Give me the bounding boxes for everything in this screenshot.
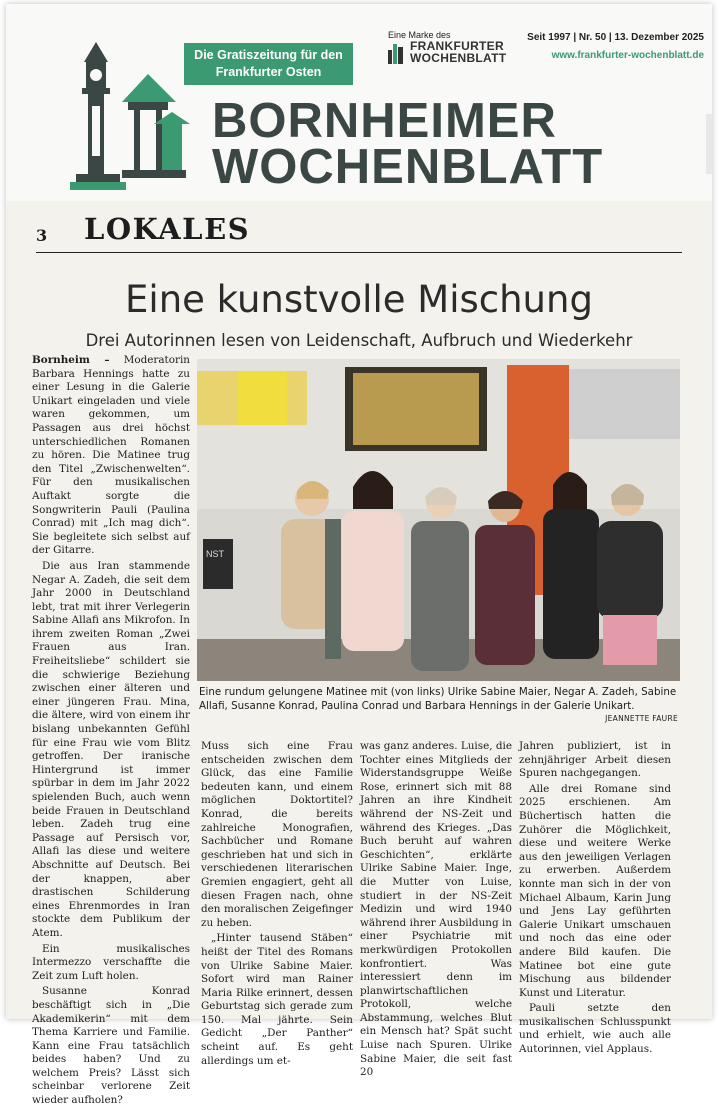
article-photo <box>197 359 680 681</box>
dateline: Bornheim – <box>32 354 110 366</box>
paragraph: Pauli setzte den musikalischen Schlusspunkt und erhielt, wie auch alle Autorinnen, viel Applaus. <box>519 1002 671 1056</box>
newspaper-page <box>6 4 712 1107</box>
paragraph: Die aus Iran stammende Negar A. Zadeh, die seit dem Jahr 2000 in Deutschland lebt, trat mit ihrer Verlegerin Sabine Allafi ans Mikrofon. In ihrem zweiten Roman „Zwei Frauen aus Iran. Freiheitsliebe“ schildert sie die schwierige Beziehung zwischen einer älteren und einer jüngeren Frau. Mina, die ältere, wird von einem ihr bislang unbekannten Gefühl für eine Frau wie vom Blitz getroffen. Der iranische Hintergrund ist immer spürbar in dem im Jahr 2022 spielenden Buch, auch wenn beide Frauen in Deutschland leben. Zadeh trug eine Passage auf Persisch vor, Allafi las diese und weitere Abschnitte auf Deutsch. Bei der knappen, aber drastischen Schilderung eines Ehrenmordes in Iran stockte dem Publikum der Atem. <box>32 559 190 939</box>
clock-tower-logo-icon <box>64 34 194 194</box>
photo-caption: Eine rundum gelungene Matinee mit (von links) Ulrike Sabine Maier, Negar A. Zadeh, Sabine Allafi, Susanne Konrad, Paulina Conrad und Barbara Hennings in der Galerie Unikart. <box>199 686 677 712</box>
bleed-through <box>706 114 712 174</box>
article-column-1 <box>32 354 190 1110</box>
paragraph: was ganz anderes. Luise, die Tochter eines Mitglieds der Widerstandsgruppe Weiße Rose, erinnert sich mit 88 Jahren an ihre Kindheit während der NS-Zeit und während des Krieges. „Das Buch beruht auf wahren Geschichten“, erklärte Ulrike Sabine Maier. Inge, die Mutter von Luise, studiert in der NS-Zeit Medizin und wird 1940 während ihrer Ausbildung in einer Psychiatrie mit merkwürdigen Protokollen konfrontiert. Was interessiert denn im planwirtschaftlichen Protokoll, welche Abstammung, welches Blut ein Mensch hat? Spät sucht Luise nach Spuren. Ulrike Sabine Maier, die seit fast 20 <box>360 740 512 1079</box>
slogan-line-1: Die Gratiszeitung für den <box>194 48 343 62</box>
paragraph: „Hinter tausend Stäben“ heißt der Titel des Romans von Ulrike Sabine Maier. Sofort wird man Rainer Maria Rilke erinnert, dessen Geburtstag sich gerade zum 150. Mal jährte. Sein Gedicht „Der Panther“ scheint auf. Es geht allerdings um et- <box>201 932 353 1067</box>
photo-credit: JEANNETTE FAURE <box>605 714 678 723</box>
newspaper-title-line-2: WOCHENBLATT <box>212 140 604 194</box>
website-link[interactable]: www.frankfurter-wochenblatt.de <box>551 50 704 61</box>
paragraph: Ein musikalisches Intermezzo verschaffte die Zeit zum Luft holen. <box>32 942 190 982</box>
issue-info: Seit 1997 | Nr. 50 | 13. Dezember 2025 <box>527 32 704 43</box>
group-photo-illustration <box>197 359 680 681</box>
page-number: 3 <box>36 226 48 245</box>
paragraph: Jahren publiziert, ist in zehnjähriger Arbeit diesen Spuren nachgegangen. <box>519 740 671 780</box>
masthead <box>6 4 712 201</box>
skyline-logo-icon <box>388 42 404 64</box>
article-column-2 <box>201 740 353 1070</box>
article-column-3 <box>360 740 512 1082</box>
brand-name-line-1: FRANKFURTER <box>410 39 504 53</box>
brand-name <box>410 40 506 64</box>
paragraph: Muss sich eine Frau entscheiden zwischen dem Glück, das eine Familie bedeuten kann, und einem möglichen Doktortitel? Konrad, die bereits zahlreiche Monografien, Sachbücher und Romane geschrieben hat und sich in verschiedenen literarischen Gremien engagiert, geht all diesen Fragen nach, ohne den moralischen Zeigefinger zu heben. <box>201 740 353 929</box>
article-column-4 <box>519 740 671 1059</box>
newspaper-title-line-1: BORNHEIMER <box>212 94 557 148</box>
sign-text: NST <box>206 549 224 559</box>
article-headline: Eine kunstvolle Mischung <box>125 278 593 321</box>
paragraph: Susanne Konrad beschäftigt sich in „Die Akademikerin“ mit dem Thema Karriere und Familie. Kann eine Frau tatsächlich beides haben? Und zu welchem Preis? Lässt sich scheinbar verlorene Zeit wieder aufholen? <box>32 985 190 1107</box>
brand-name-line-2: WOCHENBLATT <box>410 51 507 65</box>
section-divider <box>36 252 682 253</box>
section-title: LOKALES <box>84 212 251 246</box>
article-subheadline: Drei Autorinnen lesen von Leidenschaft, Aufbruch und Wiederkehr <box>85 331 633 350</box>
brand-tagline: Eine Marke des <box>388 30 451 40</box>
slogan-badge <box>184 43 353 85</box>
paragraph: Bornheim – Moderatorin Barbara Hennings hatte zu einer Lesung in die Galerie Unikart eingeladen und viele waren gekommen, um Passagen aus drei höchst unterschiedlichen Romanen zu hören. Die Matinee trug den Titel „Zwischenwelten“. Für den musikalischen Auftakt sorgte die Songwriterin Pauli (Paulina Conrad) mit „Ich mag dich“. Sie begleitete sich selbst auf der Gitarre. <box>32 354 190 557</box>
paragraph: Alle drei Romane sind 2025 erschienen. Am Büchertisch hatten die Zuhörer die Möglichkeit, diese und weitere Werke aus den jeweiligen Verlagen zu erwerben. Außerdem konnte man sich in der von Michael Albaum, Karin Jung und Jens Lay geführten Galerie Unikart umschauen und noch das eine oder andere Bild kaufen. Die Matinee bot eine gute Mischung aus bildender Kunst und Literatur. <box>519 782 671 999</box>
slogan-line-2: Frankfurter Osten <box>215 65 322 79</box>
